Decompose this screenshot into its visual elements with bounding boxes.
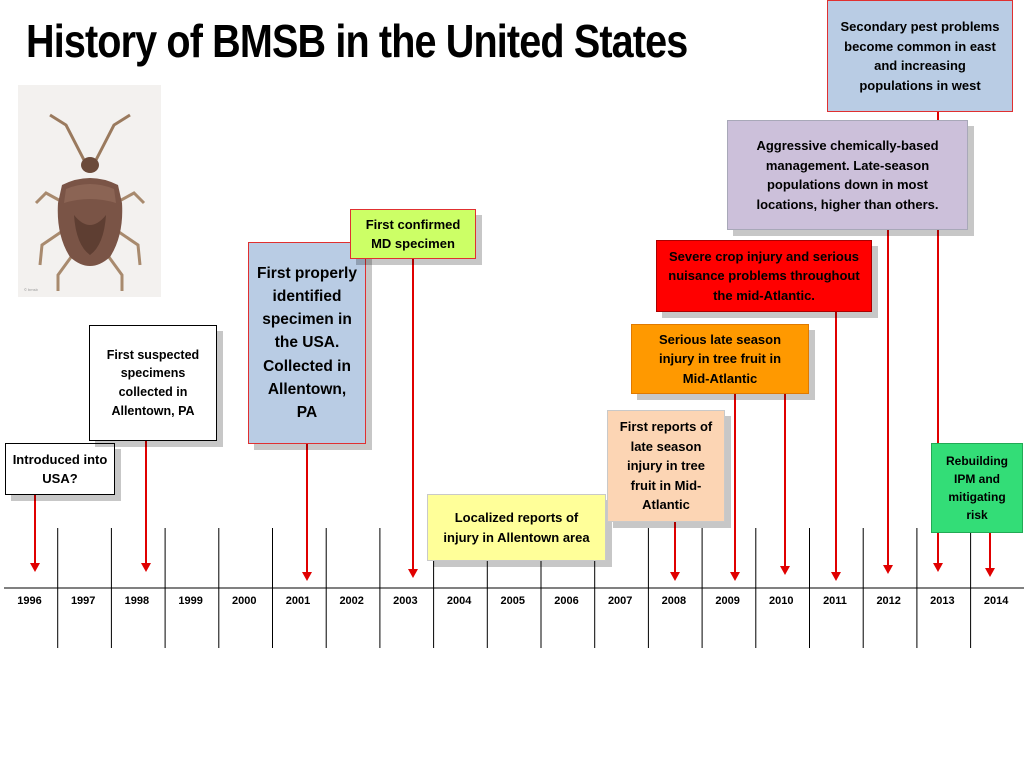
event-first-identified-text: First properly identified specimen in the USA. Collected in Allentown, PA [257, 264, 357, 422]
event-aggressive-text: Aggressive chemically-based management. Late-season populations down in most locations, higher than others. [756, 138, 939, 212]
event-first-identified [248, 242, 366, 444]
year-label: 1996 [17, 595, 42, 607]
event-arrow [670, 522, 680, 581]
event-severe-text: Severe crop injury and serious nuisance problems throughout the mid-Atlantic. [668, 248, 860, 303]
event-serious-late-text: Serious late season injury in tree fruit in Mid-Atlantic [658, 331, 782, 386]
year-label: 2004 [446, 595, 472, 607]
event-rebuilding-text: Rebuilding IPM and mitigating risk [946, 454, 1008, 522]
event-first-suspected-text: First suspected specimens collected in Allentown, PA [106, 347, 200, 418]
event-localized [427, 494, 606, 561]
year-label: 1998 [124, 595, 150, 607]
event-arrow [985, 533, 995, 577]
event-arrow [730, 394, 740, 581]
year-label: 1999 [178, 595, 203, 607]
event-first-suspected [89, 325, 217, 441]
year-label: 2005 [500, 595, 526, 607]
event-secondary-text: Secondary pest problems become common in east and increasing populations in west [840, 19, 1000, 93]
event-first-md [350, 209, 476, 259]
year-label: 2008 [661, 595, 687, 607]
year-label: 2007 [607, 595, 633, 607]
event-rebuilding [931, 443, 1023, 533]
event-arrow [30, 495, 40, 572]
event-aggressive [727, 120, 968, 230]
event-arrow [831, 312, 841, 581]
year-label: 2001 [285, 595, 311, 607]
event-first-md-text: First confirmed MD specimen [365, 216, 461, 251]
event-arrow [302, 444, 312, 581]
event-first-reports-text: First reports of late season injury in tree fruit in Mid-Atlantic [619, 419, 713, 513]
event-severe [656, 240, 872, 312]
year-label: 2010 [769, 595, 794, 607]
event-arrow [408, 259, 418, 578]
event-localized-text: Localized reports of injury in Allentown area [443, 510, 590, 545]
year-label: 1997 [70, 595, 96, 607]
year-label: 2003 [393, 595, 418, 607]
year-label: 2013 [930, 595, 955, 607]
year-label: 2002 [339, 595, 364, 607]
event-first-reports [607, 410, 725, 522]
event-arrow [780, 394, 790, 575]
event-arrow [883, 230, 893, 574]
year-label: 2000 [232, 595, 257, 607]
event-introduced [5, 443, 115, 495]
event-introduced-text: Introduced into USA? [12, 451, 108, 486]
event-arrow [141, 441, 151, 572]
event-serious-late [631, 324, 809, 394]
page-title: History of BMSB in the United States [26, 15, 688, 67]
year-label: 2014 [983, 595, 1009, 607]
year-label: 2009 [715, 595, 740, 607]
svg-text:© bmsb: © bmsb [24, 287, 38, 292]
year-label: 2006 [554, 595, 579, 607]
year-label: 2011 [823, 595, 847, 607]
year-label: 2012 [876, 595, 901, 607]
event-secondary [827, 0, 1013, 112]
